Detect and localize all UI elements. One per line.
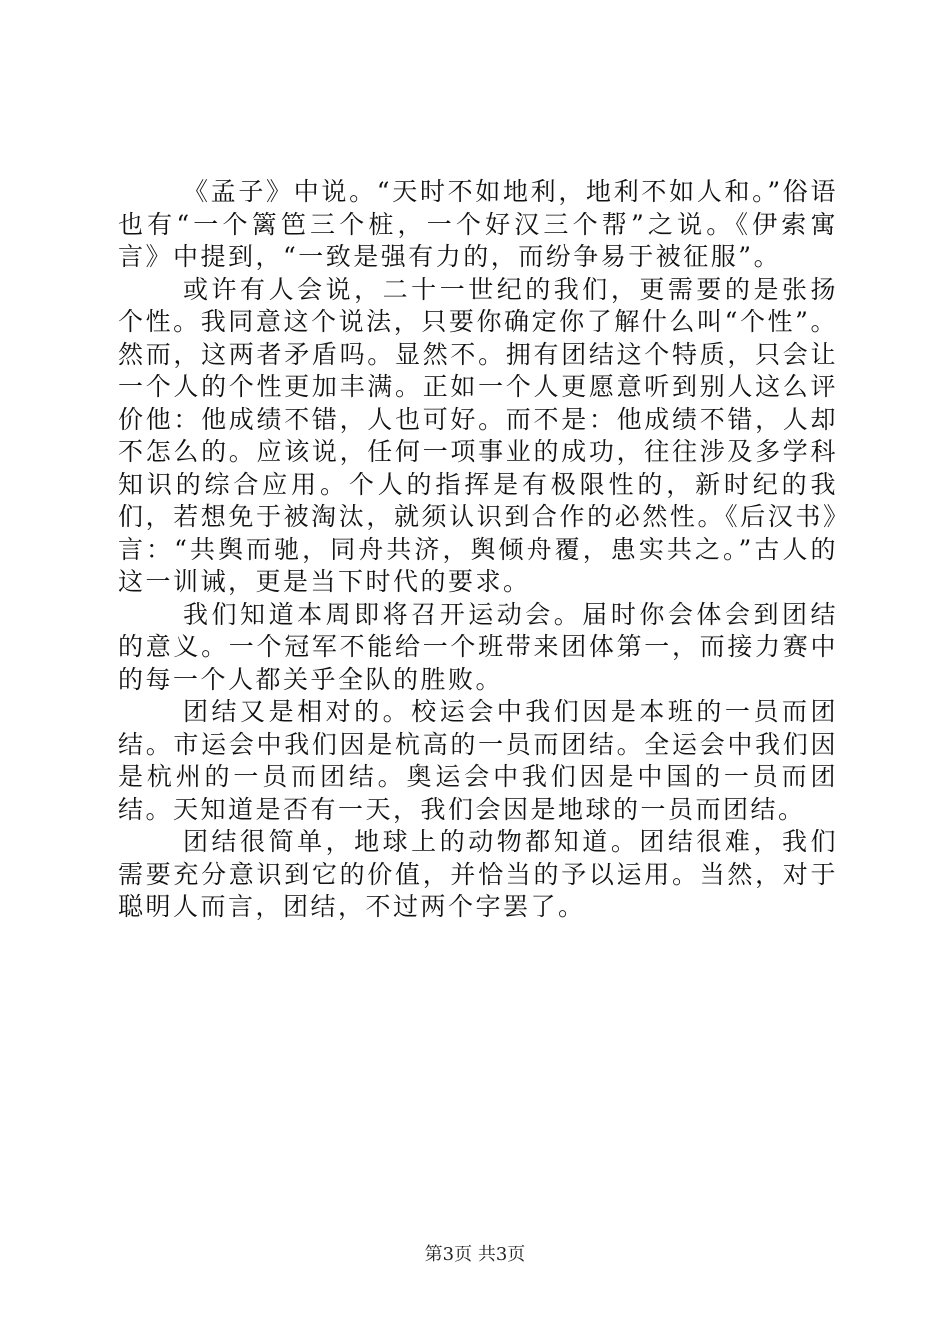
page-footer: 第3页 共3页	[424, 1244, 526, 1265]
paragraph: 我们知道本周即将召开运动会。届时你会体会到团结的意义。一个冠军不能给一个班带来团体第一，而接力赛中的每一个人都关乎全队的胜败。	[118, 599, 838, 694]
paragraph: 《孟子》中说。“天时不如地利，地利不如人和。”俗语也有“一个篱笆三个桩，一个好汉三个帮”之说。《伊索寓言》中提到，“一致是强有力的，而纷争易于被征服”。	[118, 177, 838, 271]
document-body	[118, 176, 838, 924]
paragraph: 团结很简单，地球上的动物都知道。团结很难，我们需要充分意识到它的价值，并恰当的予以运用。当然，对于聪明人而言，团结，不过两个字罢了。	[118, 827, 838, 921]
paragraph: 或许有人会说，二十一世纪的我们，更需要的是张扬个性。我同意这个说法，只要你确定你了解什么叫“个性”。然而，这两者矛盾吗。显然不。拥有团结这个特质，只会让一个人的个性更加丰满。正如一个人更愿意听到别人这么评价他：他成绩不错，人也可好。而不是：他成绩不错，人却不怎么的。应该说，任何一项事业的成功，往往涉及多学科知识的综合应用。个人的指挥是有极限性的，新时纪的我们，若想免于被淘汰，就须认识到合作的必然性。《后汉书》言：“共舆而驰，同舟共济，舆倾舟覆，患实共之。”古人的这一训诫，更是当下时代的要求。	[118, 274, 838, 596]
paragraph: 团结又是相对的。校运会中我们因是本班的一员而团结。市运会中我们因是杭高的一员而团结。全运会中我们因是杭州的一员而团结。奥运会中我们因是中国的一员而团结。天知道是否有一天，我们会因是地球的一员而团结。	[118, 697, 838, 824]
